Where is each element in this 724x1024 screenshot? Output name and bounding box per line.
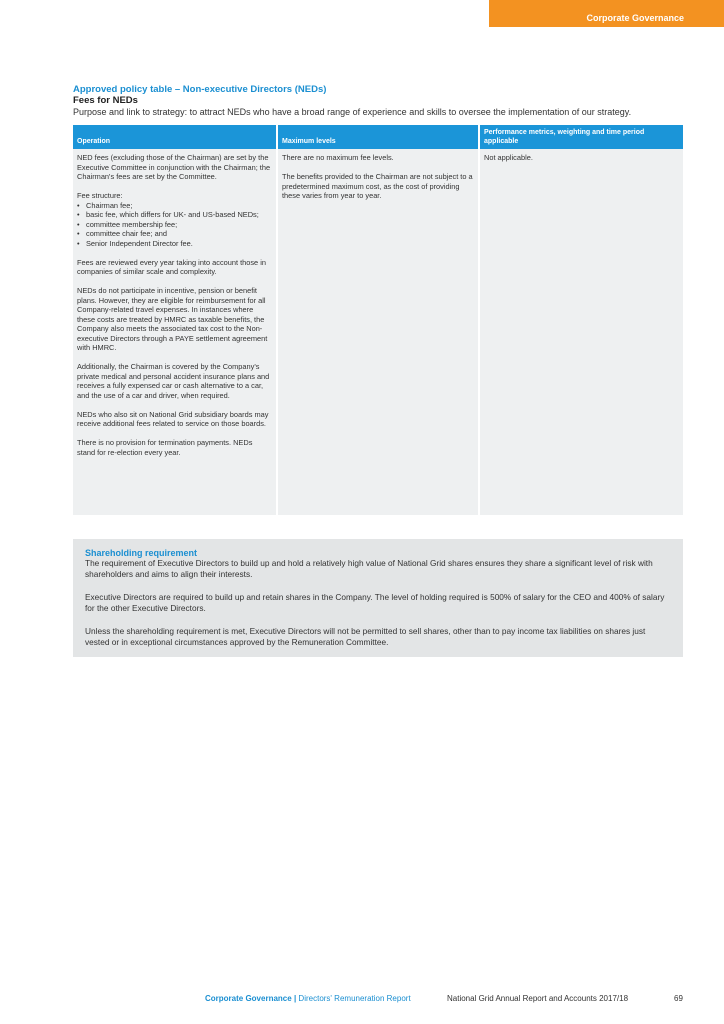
header-operation: Operation: [73, 125, 278, 149]
table-row: [73, 149, 683, 515]
shareholding-text: Unless the shareholding requirement is met, Executive Directors will not be permitted to sell shares, other than to pay income tax liabilities on shares just vested or in exceptional circumstances approved by the Remuneration Committee.: [85, 625, 646, 648]
operation-cell: [73, 149, 278, 515]
page-number: 69: [674, 994, 683, 1003]
footer-subsection: Directors' Remuneration Report: [298, 994, 411, 1003]
header-maximum-levels: Maximum levels: [278, 125, 480, 149]
policy-table: [73, 125, 683, 515]
shareholding-title: Shareholding requirement: [85, 548, 198, 558]
fees-title: Fees for NEDs: [73, 95, 138, 106]
fee-structure-label: Fee structure:: [77, 191, 123, 200]
operation-text: Additionally, the Chairman is covered by the Company's private medical and personal accident insurance plans and receives a fully expensed car or cash alternative to a car, and the use of a car and driver, when required.: [77, 362, 270, 400]
shareholding-text: Executive Directors are required to build up and retain shares in the Company. The level of holding required is 500% of salary for the CEO and 400% of salary for the other Executive Directors.: [85, 591, 665, 614]
purpose-text: Purpose and link to strategy: to attract NEDs who have a broad range of experience and skills to oversee the implementation of our strategy.: [73, 107, 632, 117]
header-performance-metrics: Performance metrics, weighting and time period applicable: [480, 125, 683, 149]
footer-section-name: Corporate Governance: [205, 994, 292, 1003]
footer-separator: |: [293, 994, 297, 1003]
list-item: • committee membership fee;: [77, 220, 272, 230]
performance-metrics-cell: [480, 149, 683, 515]
operation-text: NED fees (excluding those of the Chairman) are set by the Executive Committee in conjunction with the Chairman; the Chairman's fees are set by the Committee.: [77, 153, 271, 181]
table-header-row: [73, 125, 683, 149]
list-item: • committee chair fee; and: [77, 229, 272, 239]
list-item: • Chairman fee;: [77, 201, 272, 211]
footer-report-title: National Grid Annual Report and Accounts 2017/18: [447, 994, 629, 1003]
policy-title: Approved policy table – Non-executive Directors (NEDs): [73, 84, 327, 95]
list-item: • basic fee, which differs for UK- and US-based NEDs;: [77, 210, 272, 220]
maximum-text: The benefits provided to the Chairman are not subject to a predetermined maximum cost, as the cost of providing these varies from year to year.: [282, 172, 473, 200]
section-tab: Corporate Governance: [489, 0, 724, 27]
operation-text: NEDs who also sit on National Grid subsidiary boards may receive additional fees related to service on those boards.: [77, 409, 269, 428]
operation-text: Fees are reviewed every year taking into account those in companies of similar scale and complexity.: [77, 257, 266, 276]
shareholding-text: The requirement of Executive Directors to build up and hold a relatively high value of National Grid shares ensures they share a significant level of risk with shareholders and aims to align their interests.: [85, 558, 653, 580]
shareholding-requirement-box: [73, 539, 683, 657]
operation-text: NEDs do not participate in incentive, pension or benefit plans. However, they are eligible for reimbursement for all Company-related travel expenses. In instances where these costs are treated by HMRC as taxable benefits, the Company also meets the associated tax cost to the Non-executive Directors through a PAYE settlement agreement with HMRC.: [77, 286, 268, 352]
list-item: • Senior Independent Director fee.: [77, 239, 272, 249]
operation-text: There is no provision for termination payments. NEDs stand for re-election every year.: [77, 438, 253, 457]
policy-heading: [73, 84, 683, 118]
metrics-text: Not applicable.: [484, 153, 533, 162]
maximum-levels-cell: [278, 149, 480, 515]
maximum-text: There are no maximum fee levels.: [282, 153, 394, 162]
fee-structure-list: [77, 201, 272, 249]
footer-section: [205, 994, 411, 1003]
